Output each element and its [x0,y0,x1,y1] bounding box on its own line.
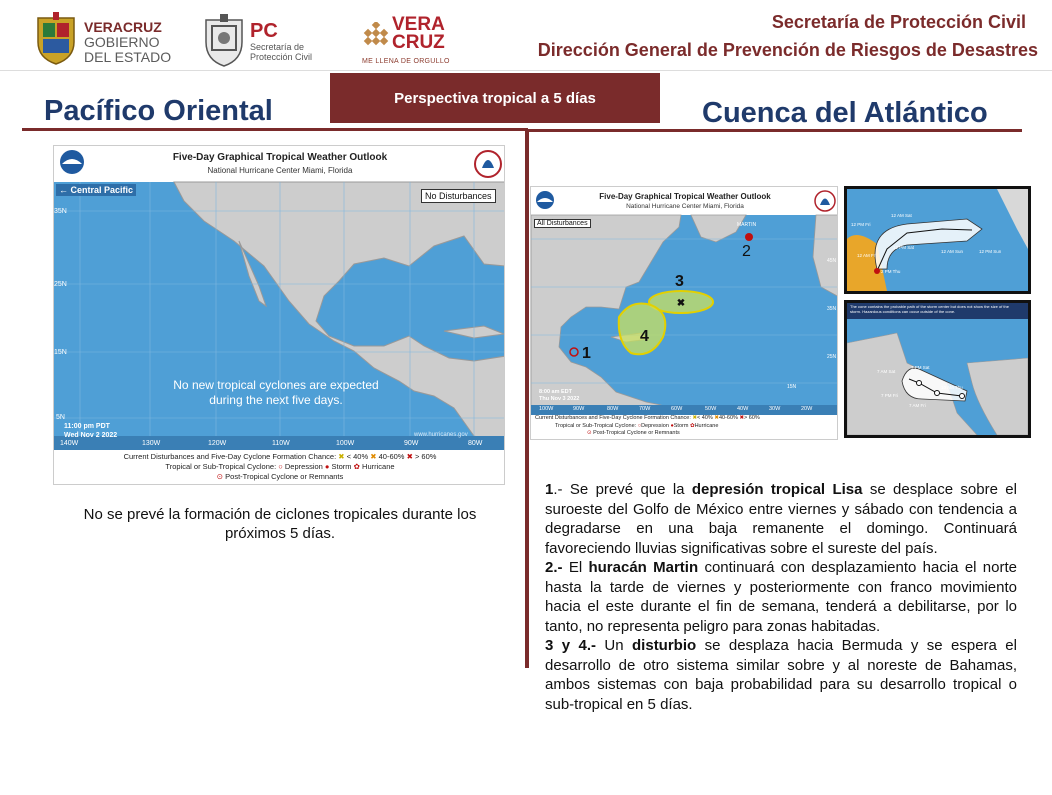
atlantic-description [545,480,1017,714]
pc-logo-line1: Secretaría de [250,42,305,52]
atlantic-map-legend: Current Disturbances and Five-Day Cyclone Formation Chance: ✖< 40% ✖40-60% ✖> 60% Tropical or Sub-Tropical Cyclone: ○Depression ●Storm ✿Hurricane ⊙ Post-Tropical Cyclone or Remnants [535,415,760,436]
map-website: www.hurricanes.gov [414,432,468,438]
column-divider [525,130,529,668]
section-title-pacific: Pacífico Oriental [44,95,273,127]
item-1-number: 1 [545,481,554,498]
map-date: Thu Nov 3 2022 [539,396,580,402]
all-disturbances-tag: All Disturbances [534,219,591,228]
section-title-atlantic: Cuenca del Atlántico [702,97,988,129]
lon-label: 40W [737,406,749,412]
legend-line1: Current Disturbances and Five-Day Cyclone Formation Chance: [123,452,337,461]
legend-line2: Tropical or Sub-Tropical Cyclone: [165,462,277,471]
legend-depression: Depression [641,422,669,429]
lon-label: 140W [60,440,79,447]
legend-storm: Storm [331,462,352,471]
legend-chance-low: < 40% [346,452,369,461]
lat-label: 25N [54,281,67,288]
lon-label: 120W [208,440,227,447]
pacific-outlook-map [53,145,505,485]
item-3-number: 3 y 4.- [545,637,597,654]
pacific-map-subtitle: National Hurricane Center Miami, Florida [207,166,353,175]
track-label: 12 AM Fri [857,253,877,258]
system-4-label: 4 [640,328,649,345]
track-label: 2 PM Thu [881,269,901,274]
system-1-label: 1 [582,345,591,362]
legend-line3: Post-Tropical Cyclone or Remnants [593,430,680,436]
header-divider [0,70,1052,71]
track-label: 7 PM Fri [881,393,899,398]
brand-tagline: ME LLENA DE ORGULLO [362,58,450,65]
map-date: Wed Nov 2 2022 [64,432,118,439]
veracruz-shield-icon [34,12,78,66]
map-time: 11:00 pm PDT [64,423,110,430]
logo-text-veracruz: VERACRUZ [84,19,162,35]
pc-logo-title: PC [250,20,278,42]
hurricane-marker [745,233,753,241]
brand-cruz: CRUZ [392,32,445,53]
description-item-1 [545,480,1017,558]
pacific-map-message [146,378,406,408]
item-1-lead: .- Se prevé que la [553,481,692,498]
org-title: Secretaría de Protección Civil [771,12,1026,32]
lon-label: 70W [639,406,651,412]
logo-text-del-estado: DEL ESTADO [84,49,172,65]
map-message-line1: No new tropical cyclones are expected [173,378,379,392]
svg-text:✖: ✖ [676,298,686,309]
description-item-3 [545,636,1017,714]
legend-hurricane: Hurricane [694,422,719,429]
legend-depression: Depression [284,462,323,471]
pacific-map-title: Five-Day Graphical Tropical Weather Outlook [172,152,388,163]
legend-chance-high: > 60% [414,452,437,461]
veracruz-brand-logo [360,14,470,70]
logo-text-gobierno: GOBIERNO [84,34,160,50]
track-label: 12 PM Sat [893,245,915,250]
lon-label: 80W [468,440,483,447]
page-banner: Perspectiva tropical a 5 días [330,73,660,123]
left-section-rule [22,128,528,131]
item-2-number: 2.- [545,559,563,576]
track-label: 7 AM Sat [877,369,896,374]
track-label: 7 AM Fri [909,403,926,408]
description-item-2 [545,558,1017,636]
legend-chance-high: > 60% [744,415,760,421]
martin-label: MARTIN [737,222,757,228]
lon-label: 110W [272,440,290,447]
legend-line3: Post-Tropical Cyclone or Remnants [225,472,344,481]
lon-label: 50W [705,406,717,412]
item-3-highlight: disturbio [632,637,697,654]
no-disturbances-tag: No Disturbances [421,189,496,203]
lon-label: 90W [573,406,585,412]
track-label: 10 AM Thu [941,385,963,390]
lat-label: 15N [787,384,797,390]
legend-hurricane: Hurricane [362,462,395,471]
lon-label: 20W [801,406,813,412]
pacific-note: No se prevé la formación de ciclones tropicales durante los próximos 5 días. [83,506,477,542]
atlantic-map-subtitle: National Hurricane Center Miami, Florida [626,203,744,210]
item-2-highlight: huracán Martin [588,559,699,576]
lat-label: 35N [827,306,837,312]
lisa-track-graphic [847,303,1028,435]
lat-label: 25N [827,354,837,360]
veracruz-government-logo [30,12,200,70]
item-1-text: se desplace sobre el suroeste del Golfo de México entre viernes y sábado con tendencia a degradarse en una baja remanente el domingo. Continuará favoreciendo lluvias significativas sobre el sureste del país. [545,481,1017,557]
lon-label: 130W [142,440,161,447]
atlantic-map-title: Five-Day Graphical Tropical Weather Outlook [599,192,771,201]
lat-label: 5N [56,414,65,421]
martin-track-graphic [847,189,1028,291]
lon-label: 60W [671,406,683,412]
item-2-text: continuará con desplazamiento hacia el norte hasta la tarde de viernes y posteriormente con franco movimiento hacia el este durante el fin de semana, tenderá a debilitarse, por lo tanto, no representa peligro para zonas habitadas. [545,559,1017,635]
cone-caption: The cone contains the probable path of the storm center but does not show the size of the storm. Hazardous conditions can occur outside of the cone. [850,304,1009,314]
lon-label: 80W [607,406,619,412]
brand-vera: VERA [392,14,445,35]
track-label: 12 AM Sat [891,213,912,218]
track-label: 12 PM Fri [851,222,871,227]
map-time: 8:00 am EDT [539,389,573,395]
atlantic-outlook-map [530,186,838,440]
track-label: 12 PM Sun [979,249,1002,254]
item-3-lead: Un [596,637,633,654]
legend-chance-mid: 40-60% [718,415,738,421]
proteccion-civil-logo [198,12,338,70]
system-3-label: 3 [675,273,684,290]
lon-label: 100W [336,440,355,447]
lat-label: 35N [54,208,67,215]
org-subtitle: Dirección General de Prevención de Riesgos de Desastres [537,40,1038,60]
legend-chance-mid: 40-60% [378,452,405,461]
lat-label: 45N [827,258,837,264]
legend-storm: Storm [673,422,689,429]
lon-label: 90W [404,440,419,447]
right-section-rule [526,129,1022,132]
system-2-label: 2 [742,243,751,260]
pacific-map-legend: Current Disturbances and Five-Day Cyclone Formation Chance: ✖ < 40% ✖ 40-60% ✖ > 60% Tropical or Sub-Tropical Cyclone: ○ Depression ● Storm ✿ Hurricane ⊙ Post-Tropical Cyclone or Remnants [123,452,437,481]
item-2-lead: El [562,559,589,576]
legend-chance-low: < 40% [697,415,713,421]
map-message-line2: during the next five days. [209,393,343,407]
pc-shield-icon [202,12,246,68]
central-pacific-tag: ← Central Pacific [56,184,136,196]
lisa-track-inset [844,300,1031,438]
legend-line2: Tropical or Sub-Tropical Cyclone: [555,422,637,429]
track-label: 7 PM Sat [911,365,930,370]
lon-label: 30W [769,406,781,412]
legend-line1: Current Disturbances and Five-Day Cyclone Formation Chance: [535,415,691,421]
track-label: 12 AM Sun [941,249,964,254]
pc-logo-line2: Protección Civil [250,52,313,62]
brand-pattern-icon [362,22,390,50]
martin-track-inset [844,186,1031,294]
item-3-text: se desplaza hacia Bermuda y se espera el desarrollo de otro sistema similar sobre y al noreste de Bahamas, ambos sistemas con baja probabilidad para su desarrollo tropical o sub-tropical en 5 días. [545,637,1017,713]
lat-label: 15N [54,349,67,356]
item-1-highlight: depresión tropical Lisa [691,481,863,498]
lon-label: 100W [539,406,554,412]
